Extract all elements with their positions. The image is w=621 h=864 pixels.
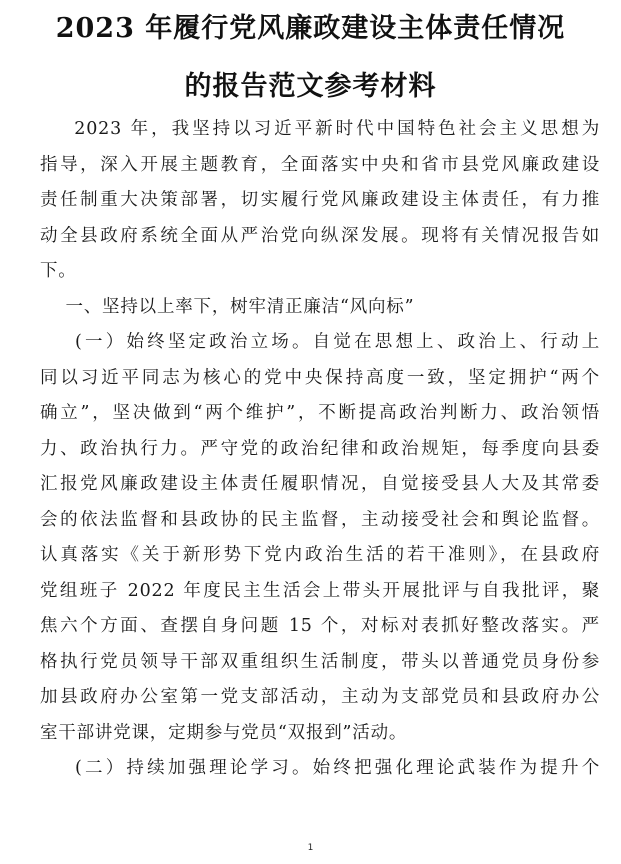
body-line: 格执行党员领导干部双重组织生活制度，带头以普通党员身份参: [40, 651, 600, 672]
document-title-line-1: 2023 年履行党风廉政建设主体责任情况: [55, 13, 566, 44]
subsection-heading-line: (二）持续加强理论学习。始终把强化理论武装作为提升个: [40, 758, 600, 778]
body-line: 会的依法监督和县政协的民主监督，主动接受社会和舆论监督。: [40, 509, 600, 530]
body-line: 指导，深入开展主题教育，全面落实中央和省市县党风廉政建设: [40, 154, 600, 175]
body-line: 党组班子 2022 年度民主生活会上带头开展批评与自我批评，聚: [40, 580, 600, 601]
body-line: 加县政府办公室第一党支部活动，主动为支部党员和县政府办公: [40, 687, 600, 707]
body-line: 焦六个方面、查摆自身问题 15 个，对标对表抓好整改落实。严: [40, 616, 600, 636]
body-line: 责任制重大决策部署，切实履行党风廉政建设主体责任，有力推: [40, 190, 600, 210]
body-line: 汇报党风廉政建设主体责任履职情况，自觉接受县人大及其常委: [40, 474, 600, 494]
body-line: 下。: [40, 261, 77, 281]
body-line: 确立”，坚决做到“两个维护”，不断提高政治判断力、政治领悟: [40, 403, 600, 423]
subsection-heading-line: (一）始终坚定政治立场。自觉在思想上、政治上、行动上: [40, 332, 600, 352]
body-line: 认真落实《关于新形势下党内政治生活的若干准则》，在县政府: [40, 545, 600, 565]
document-body: [40, 112, 600, 787]
body-line: 室干部讲党课，定期参与党员“双报到”活动。: [40, 722, 408, 743]
section-heading: 一、坚持以上率下，树牢清正廉洁“风向标”: [40, 296, 415, 317]
body-line: 力、政治执行力。严守党的政治纪律和政治规矩，每季度向县委: [40, 438, 600, 459]
document-title-line-2: 的报告范文参考材料: [184, 71, 437, 102]
body-line: 2023 年，我坚持以习近平新时代中国特色社会主义思想为: [40, 119, 600, 139]
page-number: 1: [307, 843, 314, 853]
body-line: 同以习近平同志为核心的党中央保持高度一致，坚定拥护“两个: [40, 367, 600, 388]
body-line: 动全县政府系统全面从严治党向纵深发展。现将有关情况报告如: [40, 225, 600, 246]
